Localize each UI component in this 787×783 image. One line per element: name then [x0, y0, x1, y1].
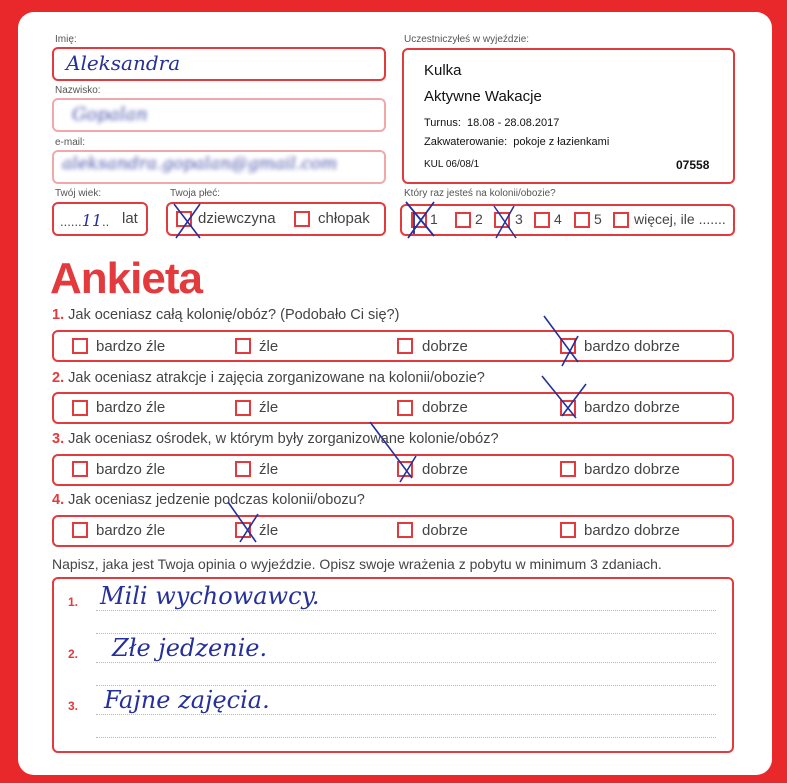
question-3	[52, 431, 499, 447]
times-option-3: 3	[515, 211, 523, 227]
trip-accommodation	[424, 136, 609, 148]
q1-checkbox-good[interactable]	[397, 338, 413, 354]
times-checkbox-more[interactable]	[613, 212, 629, 228]
opinion-line-3	[96, 714, 716, 715]
opinion-line-2	[96, 662, 716, 663]
q1-checkbox-bad[interactable]	[235, 338, 251, 354]
survey-title: Ankieta	[50, 254, 202, 303]
age-unit: lat	[122, 210, 138, 227]
age-row	[60, 211, 109, 230]
times-option-more: więcej, ile .......	[634, 211, 726, 227]
times-option-2: 2	[475, 211, 483, 227]
gender-option-boy: chłopak	[318, 210, 370, 227]
q3-option-bad: źle	[259, 461, 279, 478]
opinion-prompt: Napisz, jaka jest Twoja opinia o wyjeździe. Opisz swoje wrażenia z pobytu w minimum 3 zdaniach.	[52, 556, 662, 572]
q1-option-very-bad: bardzo źle	[96, 338, 166, 355]
question-2	[52, 370, 485, 386]
times-option-1: 1	[430, 211, 438, 227]
gender-checkbox-boy[interactable]	[294, 211, 310, 227]
turnus-label: Turnus:	[424, 117, 461, 129]
surname-value: Gopalan	[72, 104, 148, 125]
times-checkbox-2[interactable]	[455, 212, 471, 228]
opinion-line-1-number: 1.	[68, 595, 79, 609]
q4-option-good: dobrze	[422, 522, 468, 539]
surname-label: Nazwisko:	[55, 85, 101, 96]
question-2-text: Jak oceniasz atrakcje i zajęcia zorganizowane na kolonii/obozie?	[68, 370, 485, 386]
q1-option-good: dobrze	[422, 338, 468, 355]
opinion-line-3b	[96, 737, 716, 738]
age-dots-after: ..	[102, 214, 110, 229]
q3-checkbox-very-bad[interactable]	[72, 461, 88, 477]
q2-cross-mark	[536, 372, 592, 424]
accommodation-value: pokoje z łazienkami	[513, 136, 610, 148]
q4-option-very-bad: bardzo źle	[96, 522, 166, 539]
participant-label: Uczestniczyłeś w wyjeździe:	[404, 34, 530, 45]
age-value: 11	[81, 211, 103, 230]
opinion-line-2-number: 2.	[68, 647, 79, 661]
q4-option-very-good: bardzo dobrze	[584, 522, 680, 539]
q2-option-good: dobrze	[422, 399, 468, 416]
name-label: Imię:	[55, 34, 77, 45]
question-4	[52, 492, 365, 508]
trip-code: KUL 06/08/1	[424, 159, 480, 170]
q4-checkbox-very-bad[interactable]	[72, 522, 88, 538]
q1-cross-mark	[540, 312, 590, 368]
accommodation-label: Zakwaterowanie:	[424, 136, 508, 148]
q2-checkbox-very-bad[interactable]	[72, 400, 88, 416]
question-2-number: 2.	[52, 370, 65, 386]
q3-cross-mark	[366, 418, 426, 484]
question-1-text: Jak oceniasz całą kolonię/obóz? (Podobało Ci się?)	[68, 307, 400, 323]
q3-option-very-bad: bardzo źle	[96, 461, 166, 478]
question-3-text: Jak oceniasz ośrodek, w którym były zorganizowane kolonie/obóz?	[68, 431, 499, 447]
email-label: e-mail:	[55, 137, 86, 148]
times-checkbox-4[interactable]	[534, 212, 550, 228]
question-1	[52, 307, 399, 323]
opinion-line-1	[96, 610, 716, 611]
email-value: aleksandra.gopalan@gmail.com	[62, 154, 338, 174]
name-value: Aleksandra	[66, 51, 181, 75]
age-dots-before: ......	[60, 214, 82, 229]
turnus-value: 18.08 - 28.08.2017	[467, 117, 560, 129]
times-option-4: 4	[554, 211, 562, 227]
q1-option-bad: źle	[259, 338, 279, 355]
question-1-number: 1.	[52, 307, 65, 323]
question-4-number: 4.	[52, 492, 65, 508]
gender-option-girl: dziewczyna	[198, 210, 276, 227]
trip-program: Aktywne Wakacje	[424, 88, 542, 105]
q3-option-good: dobrze	[422, 461, 468, 478]
q2-option-very-good: bardzo dobrze	[584, 399, 680, 416]
q2-option-very-bad: bardzo źle	[96, 399, 166, 416]
times-checkbox-5[interactable]	[574, 212, 590, 228]
gender-cross-mark	[170, 200, 204, 242]
opinion-line-2-text: Złe jedzenie.	[112, 634, 268, 662]
q4-checkbox-good[interactable]	[397, 522, 413, 538]
q2-checkbox-bad[interactable]	[235, 400, 251, 416]
q4-checkbox-very-good[interactable]	[560, 522, 576, 538]
times-cross-mark-1	[400, 196, 440, 242]
q2-option-bad: źle	[259, 399, 279, 416]
q1-checkbox-very-bad[interactable]	[72, 338, 88, 354]
q3-option-very-good: bardzo dobrze	[584, 461, 680, 478]
gender-label: Twoja płeć:	[170, 188, 221, 199]
age-label: Twój wiek:	[55, 188, 102, 199]
times-label: Który raz jesteś na kolonii/obozie?	[404, 188, 556, 199]
trip-turnus	[424, 117, 559, 129]
q3-checkbox-very-good[interactable]	[560, 461, 576, 477]
q1-option-very-good: bardzo dobrze	[584, 338, 680, 355]
question-3-number: 3.	[52, 431, 65, 447]
trip-brand: Kulka	[424, 62, 462, 79]
times-cross-mark-3	[490, 200, 520, 242]
q4-cross-mark	[222, 498, 268, 548]
trip-number: 07558	[676, 158, 710, 172]
q4-option-bad: źle	[259, 522, 279, 539]
q2-checkbox-good[interactable]	[397, 400, 413, 416]
times-option-5: 5	[594, 211, 602, 227]
opinion-line-1-text: Mili wychowawcy.	[100, 582, 320, 610]
q3-checkbox-bad[interactable]	[235, 461, 251, 477]
opinion-line-3-text: Fajne zajęcia.	[104, 686, 270, 714]
opinion-line-3-number: 3.	[68, 699, 79, 713]
question-4-text: Jak oceniasz jedzenie podczas kolonii/obozu?	[68, 492, 365, 508]
